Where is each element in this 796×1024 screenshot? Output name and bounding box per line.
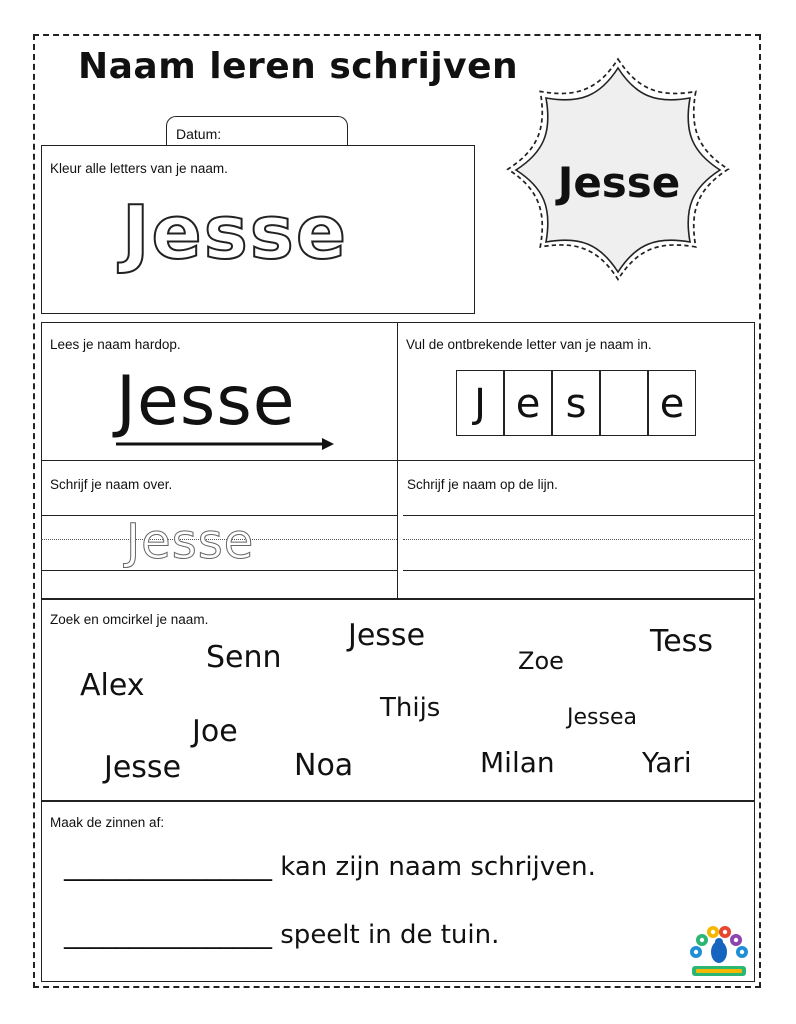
- sentences-instruction: Maak de zinnen af:: [50, 815, 165, 830]
- writing-line-bottom: [41, 570, 397, 571]
- sentence-1: [64, 852, 596, 882]
- letter-cell: s: [552, 370, 600, 436]
- grid-divider-horizontal: [41, 460, 755, 461]
- trace-instruction: Schrijf je naam over.: [50, 477, 173, 492]
- writing-line-middle: [403, 539, 755, 540]
- sentence-rest: speelt in de tuin.: [280, 920, 500, 950]
- writing-line-top: [403, 515, 755, 516]
- letter-cell: e: [504, 370, 552, 436]
- page-title: Naam leren schrijven: [78, 46, 519, 87]
- badge-name: Jesse: [557, 158, 681, 207]
- read-name: Jesse: [116, 362, 296, 441]
- sentence-rest: kan zijn naam schrijven.: [280, 852, 596, 882]
- read-instruction: Lees je naam hardop.: [50, 337, 181, 352]
- write-instruction: Schrijf je naam op de lijn.: [407, 477, 558, 492]
- sentence-blank[interactable]: ________________: [64, 852, 272, 882]
- search-word[interactable]: Zoe: [518, 647, 564, 675]
- letter-cell: e: [648, 370, 696, 436]
- search-word[interactable]: Joe: [192, 714, 238, 749]
- outline-name: Jesse: [122, 190, 349, 276]
- search-word[interactable]: Jesse: [348, 618, 426, 653]
- search-word[interactable]: Senn: [206, 640, 282, 675]
- fill-instruction: Vul de ontbrekende letter van je naam in.: [406, 337, 652, 352]
- search-word[interactable]: Yari: [642, 746, 692, 779]
- peacock-logo-icon: [686, 922, 752, 980]
- search-word[interactable]: Alex: [80, 668, 145, 703]
- search-word[interactable]: Tess: [650, 624, 713, 659]
- search-instruction: Zoek en omcirkel je naam.: [50, 612, 209, 627]
- writing-area[interactable]: [403, 570, 755, 598]
- arrow-right-icon: [116, 436, 338, 452]
- search-word[interactable]: Thijs: [380, 693, 441, 723]
- missing-letter-cell[interactable]: [600, 370, 648, 436]
- search-word[interactable]: Jesse: [104, 750, 182, 785]
- date-label: Datum:: [176, 126, 222, 142]
- color-instruction: Kleur alle letters van je naam.: [50, 161, 228, 176]
- search-word[interactable]: Jessea: [567, 705, 637, 730]
- traceable-name: Jesse: [126, 514, 255, 570]
- search-word[interactable]: Milan: [480, 746, 555, 779]
- letter-cell: J: [456, 370, 504, 436]
- search-word[interactable]: Noa: [294, 748, 354, 783]
- sentence-blank[interactable]: ________________: [64, 920, 272, 950]
- sentence-2: [64, 920, 499, 950]
